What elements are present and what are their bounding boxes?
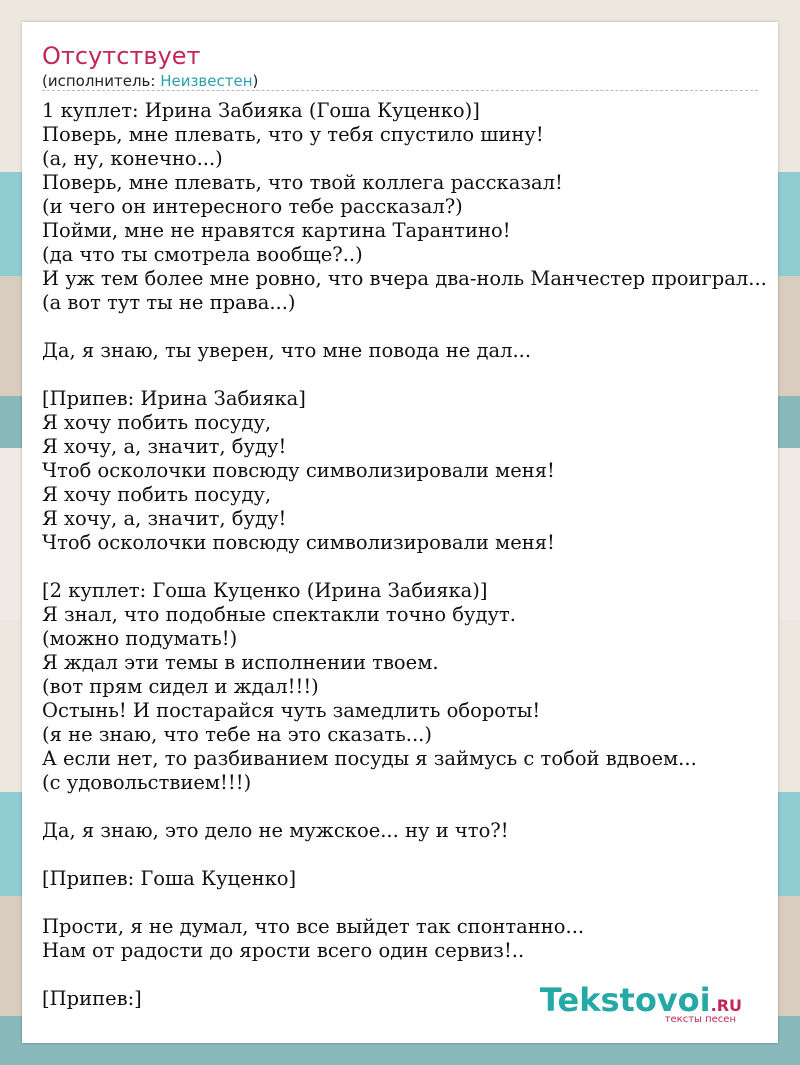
lyrics-body bbox=[42, 99, 800, 1011]
lyric-line: Чтоб осколочки повсюду символизировали меня! bbox=[42, 531, 555, 554]
lyric-blank-line bbox=[42, 315, 800, 339]
lyric-line: Поверь, мне плевать, что твой коллега рассказал! bbox=[42, 171, 563, 194]
lyric-line: Я хочу, а, значит, буду! bbox=[42, 435, 287, 458]
lyric-line: Я ждал эти темы в исполнении твоем. bbox=[42, 651, 439, 674]
lyric-line: Я знал, что подобные спектакли точно будут. bbox=[42, 603, 516, 626]
lyric-line: Нам от радости до ярости всего один сервиз!.. bbox=[42, 939, 525, 962]
lyric-line: (а вот тут ты не права...) bbox=[42, 291, 296, 314]
artist-suffix: ) bbox=[252, 72, 259, 90]
logo-tld: .RU bbox=[710, 996, 742, 1015]
logo-brand: Tekstovoi bbox=[539, 981, 711, 1019]
lyric-line: (да что ты смотрела вообще?..) bbox=[42, 243, 363, 266]
logo-tagline: тексты песен bbox=[664, 1014, 736, 1025]
lyric-line: (и чего он интересного тебе рассказал?) bbox=[42, 195, 463, 218]
lyric-line: 1 куплет: Ирина Забияка (Гоша Куценко)] bbox=[42, 99, 480, 122]
lyric-line: Я хочу побить посуду, bbox=[42, 483, 272, 506]
lyric-line: (а, ну, конечно...) bbox=[42, 147, 223, 170]
lyric-line: Остынь! И постарайся чуть замедлить обороты! bbox=[42, 699, 541, 722]
lyric-line: И уж тем более мне ровно, что вчера два-ноль Манчестер проиграл... bbox=[42, 267, 767, 290]
lyric-line: Пойми, мне не нравятся картина Тарантино! bbox=[42, 219, 511, 242]
lyric-line: (вот прям сидел и ждал!!!) bbox=[42, 675, 319, 698]
artist-link[interactable]: Неизвестен bbox=[160, 72, 253, 90]
song-title: Отсутствует bbox=[42, 42, 201, 70]
lyric-line: (я не знаю, что тебе на это сказать...) bbox=[42, 723, 432, 746]
site-logo[interactable] bbox=[539, 981, 742, 1025]
lyric-line: Да, я знаю, это дело не мужское... ну и что?! bbox=[42, 819, 509, 842]
lyric-line: [Припев: Гоша Куценко] bbox=[42, 867, 297, 890]
lyric-blank-line bbox=[42, 555, 800, 579]
lyric-line: [Припев: Ирина Забияка] bbox=[42, 387, 306, 410]
artist-line bbox=[42, 72, 258, 90]
lyric-line: А если нет, то разбиванием посуды я займусь с тобой вдвоем... bbox=[42, 747, 697, 770]
title-divider bbox=[42, 90, 758, 91]
lyric-line: (с удовольствием!!!) bbox=[42, 771, 252, 794]
lyric-line: Я хочу побить посуду, bbox=[42, 411, 272, 434]
lyric-blank-line bbox=[42, 843, 800, 867]
lyric-blank-line bbox=[42, 795, 800, 819]
lyric-line: Прости, я не думал, что все выйдет так спонтанно... bbox=[42, 915, 585, 938]
lyric-line: (можно подумать!) bbox=[42, 627, 238, 650]
lyric-line: Поверь, мне плевать, что у тебя спустило шину! bbox=[42, 123, 544, 146]
artist-prefix: (исполнитель: bbox=[42, 72, 161, 90]
lyric-line: Я хочу, а, значит, буду! bbox=[42, 507, 287, 530]
lyric-line: Да, я знаю, ты уверен, что мне повода не дал... bbox=[42, 339, 532, 362]
lyric-line: [Припев:] bbox=[42, 987, 142, 1010]
lyrics-card bbox=[22, 22, 778, 1043]
lyric-line: Чтоб осколочки повсюду символизировали меня! bbox=[42, 459, 555, 482]
lyric-blank-line bbox=[42, 891, 800, 915]
lyric-line: [2 куплет: Гоша Куценко (Ирина Забияка)] bbox=[42, 579, 488, 602]
lyric-blank-line bbox=[42, 363, 800, 387]
